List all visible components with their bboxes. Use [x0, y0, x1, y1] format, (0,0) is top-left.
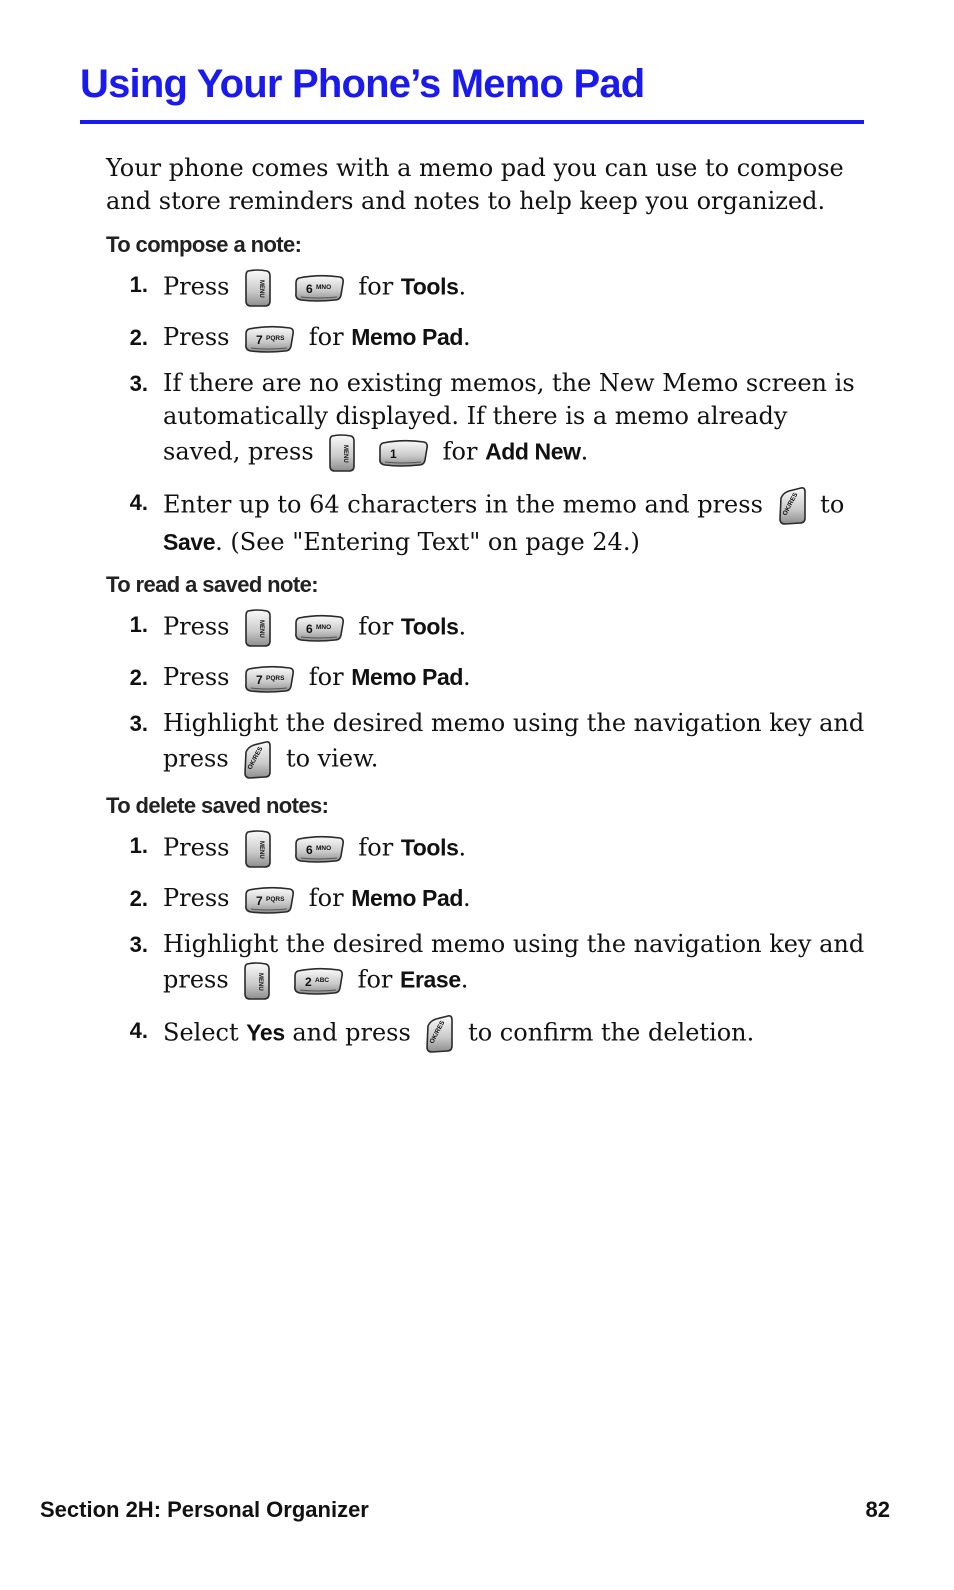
step-number: 1.: [129, 272, 148, 297]
svg-text:OK/RES: OK/RES: [429, 1019, 447, 1045]
svg-text:MENU: MENU: [257, 973, 264, 991]
list-item: 3. Highlight the desired memo using the navigation key and press OK/RES to view.: [106, 707, 866, 780]
section-heading-delete: To delete saved notes:: [106, 793, 329, 818]
menu-key-icon: [242, 961, 272, 1001]
svg-text:PQRS: PQRS: [266, 674, 285, 682]
delete-steps: [106, 829, 866, 1054]
svg-text:7: 7: [256, 672, 263, 687]
step-number: 3.: [129, 371, 148, 396]
svg-text:MENU: MENU: [342, 445, 349, 463]
step-number: 2.: [129, 886, 148, 911]
svg-text:MENU: MENU: [258, 841, 265, 859]
list-item: 4. Enter up to 64 characters in the memo and press OK/RES to Save. (See "Entering Text" on page 24.): [106, 486, 866, 559]
key-7-icon: [243, 324, 295, 354]
svg-text:2: 2: [304, 975, 312, 989]
list-item: 2. Press 7 PQRS for Memo Pad.: [106, 321, 866, 354]
svg-text:7: 7: [256, 893, 263, 908]
menu-key-icon: [243, 829, 273, 869]
step-number: 4.: [129, 1018, 148, 1043]
key-7-icon: [243, 664, 295, 694]
svg-text:MENU: MENU: [258, 620, 265, 638]
key-1-icon: [377, 438, 429, 468]
svg-text:OK/RES: OK/RES: [246, 745, 265, 771]
step-number: 3.: [129, 932, 148, 957]
read-steps: [106, 608, 866, 780]
svg-text:MENU: MENU: [258, 280, 265, 298]
step-number: 3.: [129, 711, 148, 736]
menu-label-memo-pad: Memo Pad: [351, 885, 464, 911]
ok-key-icon: [424, 1014, 454, 1054]
step-number: 1.: [129, 612, 148, 637]
menu-label-erase: Erase: [400, 966, 461, 993]
section-heading-read: To read a saved note:: [106, 572, 318, 597]
key-6-icon: [293, 613, 345, 643]
svg-text:6: 6: [305, 622, 313, 636]
step-number: 2.: [129, 325, 148, 350]
footer-section-label: Section 2H: Personal Organizer: [40, 1497, 369, 1522]
menu-key-icon: [243, 608, 273, 648]
list-item: 1. Press MENU 6 MNO for Tools.: [106, 608, 866, 648]
key-7-icon: [243, 885, 295, 915]
menu-label-memo-pad: Memo Pad: [351, 664, 464, 690]
step-number: 4.: [129, 490, 148, 515]
ok-key-icon: [242, 740, 272, 780]
key-6-icon: [293, 834, 345, 864]
menu-key-icon: [243, 268, 273, 308]
menu-label-tools: Tools: [400, 834, 459, 861]
list-item: 3. Highlight the desired memo using the navigation key and press MENU 2 ABC for Erase.: [106, 928, 866, 1001]
page-title: Using Your Phone’s Memo Pad: [80, 62, 645, 106]
svg-text:MNO: MNO: [315, 845, 331, 852]
list-item: 3. If there are no existing memos, the New Memo screen is automatically displayed. If there is a memo already saved, press MENU 1 for Add New.: [106, 367, 866, 473]
menu-key-icon: [327, 433, 357, 473]
intro-paragraph: Your phone comes with a memo pad you can use to compose and store reminders and notes to help keep you organized.: [106, 154, 844, 215]
compose-steps: [106, 268, 866, 559]
menu-label-yes: Yes: [246, 1019, 285, 1046]
section-heading-compose: To compose a note:: [106, 232, 302, 257]
list-item: 2. Press 7 PQRS for Memo Pad.: [106, 882, 866, 915]
menu-label-tools: Tools: [400, 613, 459, 640]
svg-text:6: 6: [305, 282, 313, 296]
step-number: 2.: [129, 665, 148, 690]
svg-text:6: 6: [305, 843, 313, 857]
svg-text:PQRS: PQRS: [266, 895, 285, 903]
menu-label-memo-pad: Memo Pad: [351, 324, 464, 350]
page-content: [106, 152, 866, 1067]
svg-text:MNO: MNO: [315, 624, 331, 631]
list-item: 2. Press 7 PQRS for Memo Pad.: [106, 661, 866, 694]
list-item: 1. Press MENU 6 MNO for Tools.: [106, 829, 866, 869]
svg-text:ABC: ABC: [314, 977, 330, 984]
menu-label-tools: Tools: [400, 273, 459, 300]
svg-text:1: 1: [389, 447, 397, 461]
menu-label-add-new: Add New: [485, 438, 581, 465]
svg-text:MNO: MNO: [315, 284, 331, 291]
list-item: 1. Press MENU 6 MNO for Tools.: [106, 268, 866, 308]
list-item: 4. Select Yes and press OK/RES to confirm the deletion.: [106, 1014, 866, 1054]
key-2-icon: [292, 966, 344, 996]
svg-text:OK/RES: OK/RES: [781, 491, 799, 517]
title-rule: [80, 120, 864, 124]
footer-page-number: 82: [865, 1497, 890, 1522]
svg-text:7: 7: [256, 332, 263, 347]
step-number: 1.: [129, 833, 148, 858]
key-6-icon: [293, 273, 345, 303]
svg-text:PQRS: PQRS: [266, 334, 285, 342]
menu-label-save: Save: [163, 529, 216, 555]
ok-key-icon: [777, 486, 807, 526]
